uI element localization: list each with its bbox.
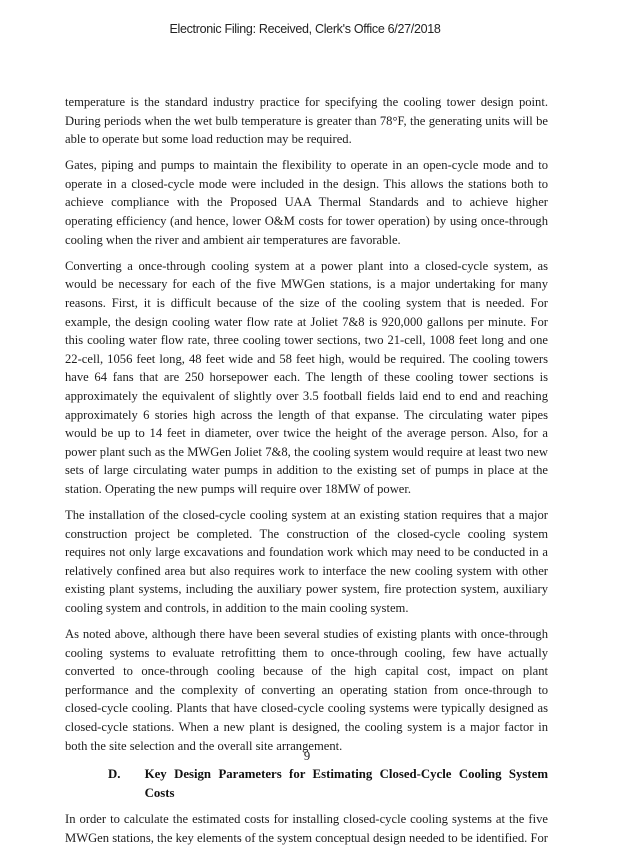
filing-stamp: Electronic Filing: Received, Clerk's Office 6/27/2018 [169,22,441,36]
paragraph-in-order: In order to calculate the estimated costs for installing closed-cycle cooling systems at the five MWGen stations, the key elements of the system conceptual design needed to be identified. For [65,812,548,845]
paragraph-wet-bulb: temperature is the standard industry practice for specifying the cooling tower design point. During periods when the wet bulb temperature is greater than 78°F, the generating units will be able to operate but some load reduction may be required. [65,95,548,147]
paragraph-installation: The installation of the closed-cycle cooling system at an existing station requires that a major construction project be completed. The construction of the closed-cycle cooling system requires not only large excavations and foundation work which may need to be conducted in a relatively confined area but also requires work to interface the new cooling system with other existing plant systems, including the auxiliary power system, fire protection system, auxiliary cooling system and controls, in addition to the main cooling system. [65,507,548,615]
paragraph-as-noted: As noted above, although there have been several studies of existing plants with once-through cooling systems to evaluate retrofitting them to once-through cooling, few have actually converted to once-through cooling because of the high capital cost, impact on plant performance and the complexity of converting an operating station from once-through to closed-cycle cooling. Plants that have closed-cycle cooling systems were typically designed as closed-cycle stations. When a new plant is designed, the cooling system is a major factor in both the site selection and the overall site arrangement. [65,627,548,753]
section-heading [65,765,548,802]
document-body [65,93,548,855]
section-letter: D. [108,767,121,782]
paragraph-converting: Converting a once-through cooling system at a power plant into a closed-cycle system, as would be necessary for each of the five MWGen stations, is a major undertaking for many reasons. First, it is difficult because of the size of the cooling system that is needed. For example, the design cooling water flow rate at Joliet 7&8 is 920,000 gallons per minute. For this cooling water flow rate, three cooling tower sections, two 21-cell, 1008 feet long and one 22-cell, 1056 feet long, 48 feet wide and 58 feet high, would be required. The cooling towers have 64 fans that are 250 horsepower each. The length of these cooling tower sections is approximately the equivalent of slightly over 3.5 football fields laid end to end and reaching approximately 6 stories high across the length of that expanse. The circulating water pipes would be up to 14 feet in diameter, over twice the height of the average person. Also, for a power plant such as the MWGen Joliet 7&8, the cooling system would require at least two new sets of large circulating water pumps in addition to the existing set of pumps in place at the station. Operating the new pumps will require over 18MW of power. [65,258,548,496]
paragraph-gates-piping: Gates, piping and pumps to maintain the flexibility to operate in an open-cycle mode and to operate in a closed-cycle mode were included in the design. This allows the stations both to achieve compliance with the Proposed UAA Thermal Standards and to achieve higher operating efficiency (and hence, lower O&M costs for tower operation) by using once-through cooling when the river and ambient air temperatures are favorable. [65,158,548,247]
section-title: Key Design Parameters for Estimating Closed-Cycle Cooling System Costs [144,767,548,800]
page-number: 9 [303,749,311,763]
